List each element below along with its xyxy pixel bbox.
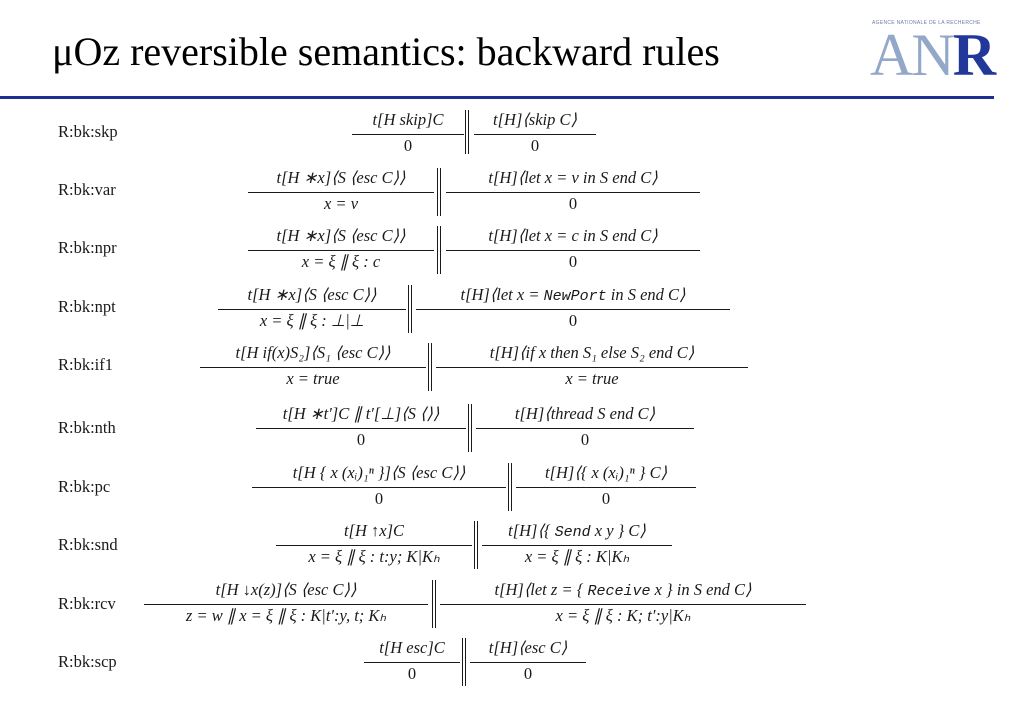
rule-rcv-left-numerator: t[H ↓x(z)]⟨S ⟨esc C⟩⟩	[215, 580, 357, 599]
double-bar	[428, 343, 432, 391]
rule-npr-right	[446, 226, 700, 272]
rule-var-right	[446, 168, 700, 214]
title-underline	[0, 96, 994, 99]
keyword-receive: Receive	[587, 583, 651, 600]
rule-scp-left-numerator: t[H esc]C	[379, 638, 445, 657]
rule-var-left-denominator: x = v	[323, 194, 359, 213]
logo-mark	[870, 24, 994, 86]
fraction-bar	[252, 487, 506, 488]
rule-npr-left	[248, 226, 434, 272]
rule-nth-left-numerator: t[H ∗t′]C ∥ t′[⊥]⟨S ⟨⟩⟩	[282, 404, 440, 423]
rule-skp-left	[352, 110, 464, 156]
fraction-bar	[446, 250, 700, 251]
double-bar	[468, 404, 472, 452]
rule-npt-left-numerator: t[H ∗x]⟨S ⟨esc C⟩⟩	[247, 285, 377, 304]
rule-pc-right-denominator: 0	[601, 489, 611, 508]
double-bar	[474, 521, 478, 569]
rule-if1-left	[200, 343, 426, 389]
rule-npt-right-numerator	[416, 285, 730, 305]
rule-npr-left-denominator: x = ξ ∥ ξ : c	[301, 252, 381, 271]
fraction-bar	[218, 309, 406, 310]
keyword-send: Send	[554, 524, 591, 541]
rule-name-if1: R:bk:if1	[58, 355, 114, 374]
rule-nth-left-denominator: 0	[356, 430, 366, 449]
fraction-bar	[248, 250, 434, 251]
fraction-bar	[476, 428, 694, 429]
rule-name-var: R:bk:var	[58, 180, 116, 199]
rule-npt-right	[416, 285, 730, 331]
fraction-bar	[248, 192, 434, 193]
fraction-bar	[440, 604, 806, 605]
double-bar	[437, 168, 441, 216]
numerator-part: x } in S end C⟩	[650, 580, 752, 599]
rule-npt-left	[218, 285, 406, 331]
rule-name-rcv: R:bk:rcv	[58, 594, 116, 613]
double-bar	[432, 580, 436, 628]
rule-scp-right-numerator: t[H]⟨esc C⟩	[488, 638, 568, 657]
rule-npr-left-numerator: t[H ∗x]⟨S ⟨esc C⟩⟩	[276, 226, 406, 245]
fraction-bar	[276, 545, 472, 546]
rule-var-left	[248, 168, 434, 214]
rule-scp-left	[364, 638, 460, 684]
rule-name-skp: R:bk:skp	[58, 122, 118, 141]
fraction-bar	[482, 545, 672, 546]
fraction-bar	[436, 367, 748, 368]
fraction-bar	[144, 604, 428, 605]
fraction-bar	[416, 309, 730, 310]
rule-name-nth: R:bk:nth	[58, 418, 116, 437]
fraction-bar	[446, 192, 700, 193]
double-bar	[462, 638, 466, 686]
rule-npt-right-denominator: 0	[568, 311, 578, 330]
rule-rcv-left	[144, 580, 428, 626]
logo-letter-r: R	[952, 22, 995, 88]
double-bar	[508, 463, 512, 511]
double-bar	[408, 285, 412, 333]
rule-scp-right	[470, 638, 586, 684]
rule-name-scp: R:bk:scp	[58, 652, 117, 671]
rule-skp-right-denominator: 0	[530, 136, 540, 155]
numerator-part: t[H]⟨let z = {	[494, 580, 588, 599]
rule-if1-right-numerator: t[H]⟨if x then S₁ else S₂ end C⟩	[489, 343, 695, 362]
fraction-bar	[474, 134, 596, 135]
rule-nth-left	[256, 404, 466, 450]
rule-nth-right-numerator: t[H]⟨thread S end C⟩	[514, 404, 656, 423]
rule-var-right-numerator: t[H]⟨let x = v in S end C⟩	[488, 168, 658, 187]
rule-skp-left-denominator: 0	[403, 136, 413, 155]
rule-scp-right-denominator: 0	[523, 664, 533, 683]
fraction-bar	[200, 367, 426, 368]
rule-snd-left	[276, 521, 472, 567]
rule-nth-right	[476, 404, 694, 450]
fraction-bar	[516, 487, 696, 488]
rule-if1-left-denominator: x = true	[286, 369, 340, 388]
double-bar	[465, 110, 469, 154]
rule-npt-left-denominator: x = ξ ∥ ξ : ⊥|⊥	[259, 311, 365, 330]
numerator-part: in S end C⟩	[606, 285, 686, 304]
rule-if1-left-numerator: t[H if(x)S₂]⟨S₁ ⟨esc C⟩⟩	[235, 343, 391, 362]
numerator-part: t[H]⟨let x =	[460, 285, 544, 304]
rule-pc-left-denominator: 0	[374, 489, 384, 508]
anr-logo	[868, 20, 1004, 86]
rule-snd-right-denominator: x = ξ ∥ ξ : K|Kₕ	[524, 547, 630, 566]
rule-rcv-right-denominator: x = ξ ∥ ξ : K; t′:y|Kₕ	[555, 606, 691, 625]
rule-skp-right	[474, 110, 596, 156]
rule-pc-left	[252, 463, 506, 509]
rule-scp-left-denominator: 0	[407, 664, 417, 683]
rule-name-pc: R:bk:pc	[58, 477, 111, 496]
rule-rcv-right	[440, 580, 806, 626]
rule-name-npr: R:bk:npr	[58, 238, 117, 257]
rule-npr-right-denominator: 0	[568, 252, 578, 271]
rule-var-left-numerator: t[H ∗x]⟨S ⟨esc C⟩⟩	[276, 168, 406, 187]
rule-snd-right-numerator	[482, 521, 672, 541]
rule-snd-left-numerator: t[H ↑x]C	[343, 521, 405, 540]
rule-npr-right-numerator: t[H]⟨let x = c in S end C⟩	[488, 226, 658, 245]
logo-letter-a: A	[870, 22, 912, 88]
rule-var-right-denominator: 0	[568, 194, 578, 213]
rule-snd-left-denominator: x = ξ ∥ ξ : t:y; K|Kₕ	[308, 547, 440, 566]
rule-skp-right-numerator: t[H]⟨skip C⟩	[493, 110, 577, 129]
double-bar	[437, 226, 441, 274]
rule-if1-right-denominator: x = true	[565, 369, 619, 388]
fraction-bar	[352, 134, 464, 135]
fraction-bar	[470, 662, 586, 663]
numerator-part: x y } C⟩	[590, 521, 646, 540]
rule-skp-left-numerator: t[H skip]C	[372, 110, 444, 129]
rule-name-snd: R:bk:snd	[58, 535, 118, 554]
rule-snd-right	[482, 521, 672, 567]
rule-rcv-right-numerator	[440, 580, 806, 600]
rule-pc-right-numerator: t[H]⟨{ x (xᵢ)₁ⁿ } C⟩	[544, 463, 668, 482]
rule-name-npt: R:bk:npt	[58, 297, 116, 316]
logo-caption: AGENCE NATIONALE DE LA RECHERCHE	[872, 20, 981, 26]
numerator-part: t[H]⟨{	[508, 521, 555, 540]
fraction-bar	[364, 662, 460, 663]
rule-if1-right	[436, 343, 748, 389]
rule-pc-left-numerator: t[H { x (xᵢ)₁ⁿ }]⟨S ⟨esc C⟩⟩	[292, 463, 466, 482]
logo-letter-n: N	[911, 22, 953, 88]
rule-pc-right	[516, 463, 696, 509]
rule-rcv-left-denominator: z = w ∥ x = ξ ∥ ξ : K|t′:y, t; Kₕ	[185, 606, 387, 625]
keyword-newport: NewPort	[543, 288, 607, 305]
fraction-bar	[256, 428, 466, 429]
slide-title: μOz reversible semantics: backward rules	[52, 29, 720, 74]
rule-nth-right-denominator: 0	[580, 430, 590, 449]
